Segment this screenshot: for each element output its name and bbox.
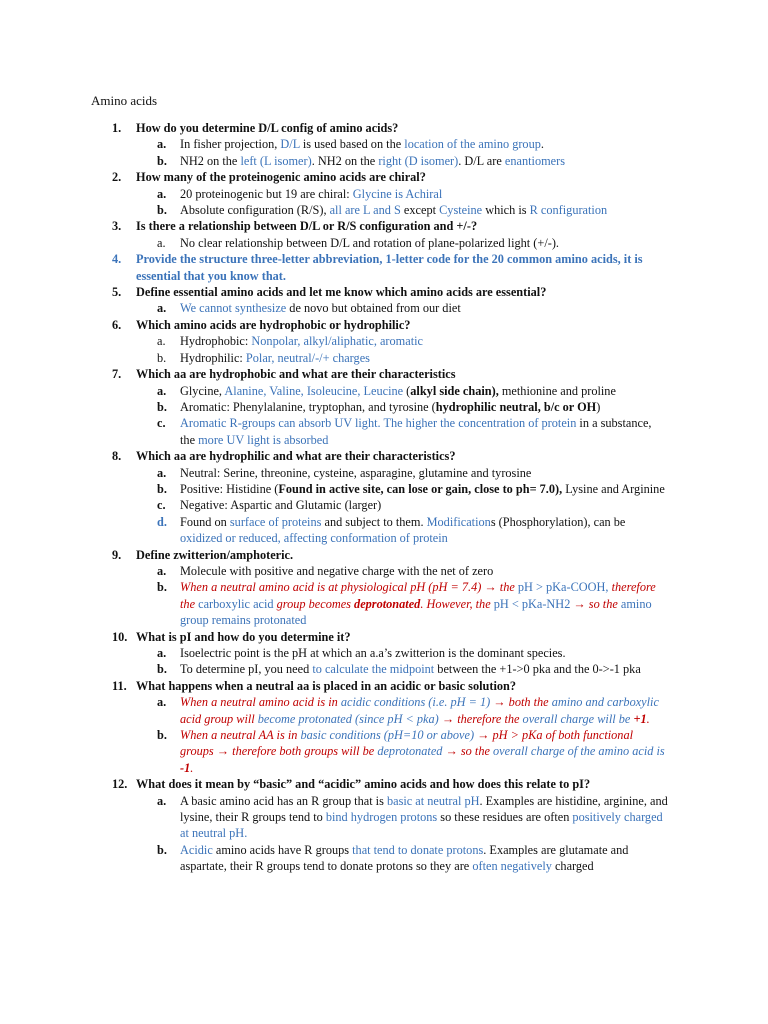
answer-6b: [0, 350, 768, 366]
question-number: 3.: [112, 219, 122, 234]
answer-text: Absolute configuration (R/S),: [180, 203, 330, 218]
answer-text: Found on: [180, 514, 230, 529]
answer-text: Aromatic: Phenylalanine, tryptophan, and tyrosine (: [180, 399, 436, 414]
highlight-text: that tend to donate protons: [352, 842, 484, 857]
answer-text: methionine and proline: [498, 383, 616, 398]
answer-text: . Examples are histidine, arginine, and lysine, their R groups tend to: [180, 793, 668, 825]
answer-text: ): [596, 399, 601, 414]
answer-1a: [0, 136, 768, 152]
answer-text: 20 proteinogenic but 19 are chiral:: [180, 186, 353, 201]
answer-text: Molecule with positive and negative charge with the net of zero: [180, 563, 494, 578]
highlight-text: enantiomers: [504, 153, 566, 168]
answer-text: To determine pI, you need: [180, 662, 313, 677]
answer-text: Neutral: Serine, threonine, cysteine, asparagine, glutamine and tyrosine: [180, 465, 532, 480]
question-number: 9.: [112, 547, 122, 562]
red-text: .: [646, 711, 650, 726]
answer-text: Hydrophobic:: [180, 334, 252, 349]
answer-text: (: [403, 383, 411, 398]
answer-12a: [0, 793, 768, 842]
highlight-text: pH < pKa-NH2: [493, 596, 571, 611]
answer-label: b.: [157, 153, 167, 168]
answer-label: b.: [157, 203, 167, 218]
answer-label: b.: [157, 842, 167, 857]
bold-text: Found in active site, can lose or gain, close to ph= 7.0),: [278, 481, 563, 496]
highlight-text: surface of proteins: [229, 514, 322, 529]
highlight-text: pH > pKa of both functional groups: [180, 728, 634, 759]
answer-label: a.: [157, 695, 167, 710]
question-text: Define essential amino acids and let me know which amino acids are essential?: [136, 285, 547, 300]
highlight-text: Cysteine: [439, 203, 483, 218]
highlight-text: amino group remains protonated: [180, 596, 652, 628]
question-number: 10.: [112, 629, 128, 644]
red-text: .: [190, 760, 194, 775]
highlight-text: oxidized or reduced, affecting conformation of protein: [180, 531, 448, 546]
answer-8d: [0, 514, 768, 547]
question-9: [0, 547, 768, 563]
answer-9b: [0, 579, 768, 628]
answer-3a: [0, 235, 768, 251]
answer-text: s (Phosphorylation), can be: [490, 514, 626, 529]
answer-11a: [0, 694, 768, 727]
question-11: [0, 678, 768, 694]
answer-text: . D/L are: [458, 153, 505, 168]
question-5: [0, 284, 768, 300]
answer-8c: [0, 497, 768, 513]
answer-label: a.: [157, 235, 166, 250]
answer-label: a.: [157, 793, 167, 808]
answer-text: except: [400, 203, 440, 218]
red-text: therefore the: [180, 580, 656, 611]
question-text: How many of the proteinogenic amino acids are chiral?: [136, 170, 426, 185]
answer-label: b.: [157, 399, 167, 414]
question-10: [0, 629, 768, 645]
bold-text: alkyl side chain),: [410, 383, 499, 398]
highlight-text: Alanine, Valine, Isoleucine, Leucine: [224, 383, 404, 398]
answer-label: b.: [157, 580, 167, 595]
red-text: When a neutral amino acid is at physiological pH (pH = 7.4) → the: [180, 580, 518, 595]
question-text: What is pI and how do you determine it?: [136, 629, 351, 644]
question-12: [0, 776, 768, 792]
highlight-text: Acidic: [180, 842, 213, 857]
answer-5a: [0, 300, 768, 316]
highlight-text: R configuration: [529, 203, 608, 218]
answer-6a: [0, 333, 768, 349]
red-text: → both the: [490, 695, 552, 710]
highlight-text: D/L: [280, 137, 300, 152]
answer-text: . NH2 on the: [311, 153, 379, 168]
question-1: [0, 120, 768, 136]
question-number: 12.: [112, 777, 128, 792]
answer-label: c.: [157, 416, 166, 431]
highlight-text: acidic conditions (i.e. pH = 1): [340, 695, 491, 710]
red-text: → so the: [570, 596, 621, 611]
answer-label: a.: [157, 383, 167, 398]
question-number: 2.: [112, 170, 122, 185]
page-title: Amino acids: [91, 93, 158, 108]
answer-label: b.: [157, 662, 167, 677]
red-text: → therefore both groups will be: [213, 744, 378, 759]
answer-label: a.: [157, 563, 167, 578]
answer-text: Lysine and Arginine: [562, 481, 665, 496]
red-text: group becomes: [273, 596, 355, 611]
answer-label: a.: [157, 301, 167, 316]
red-text: . However, the: [420, 596, 494, 611]
answer-text: amino acids have R groups: [212, 842, 353, 857]
answer-text: .: [540, 137, 544, 152]
answer-8b: [0, 481, 768, 497]
answer-7c: [0, 415, 768, 448]
question-number: 6.: [112, 317, 122, 332]
red-text: When a neutral AA is in: [180, 728, 301, 743]
red-text: →: [474, 728, 493, 743]
question-4: [0, 251, 768, 284]
highlight-text: basic at neutral pH: [386, 793, 480, 808]
answer-text: Negative: Aspartic and Glutamic (larger): [180, 498, 382, 513]
answer-text: charged: [551, 859, 594, 874]
answer-text: NH2 on the: [180, 153, 241, 168]
answer-label: a.: [157, 646, 167, 660]
question-text: What happens when a neutral aa is placed in an acidic or basic solution?: [136, 678, 517, 693]
question-number: 7.: [112, 367, 122, 382]
question-number: 8.: [112, 449, 122, 464]
answer-label: c.: [157, 498, 166, 513]
question-number: 4.: [112, 252, 122, 267]
question-text: Which aa are hydrophobic and what are their characteristics: [136, 367, 456, 382]
answer-2a: [0, 186, 768, 202]
highlight-text: Nonpolar, alkyl/aliphatic, aromatic: [251, 334, 423, 349]
answer-text: A basic amino acid has an R group that is: [180, 793, 387, 808]
highlight-text: overall charge will be: [522, 711, 634, 726]
answer-label: a.: [157, 334, 166, 349]
answer-7a: [0, 383, 768, 399]
answer-11b: [0, 727, 768, 776]
answer-text: . Examples are glutamate and aspartate, their R groups tend to donate protons so they are: [180, 842, 629, 874]
question-number: 5.: [112, 285, 122, 300]
question-list: [0, 120, 768, 875]
answer-text: de novo but obtained from our diet: [286, 301, 461, 316]
answer-text: is used based on the: [299, 137, 405, 152]
highlight-text: amino and carboxylic: [551, 695, 659, 710]
answer-7b: [0, 399, 768, 415]
question-number: 11.: [112, 678, 127, 693]
answer-text: in a substance, the: [180, 416, 652, 447]
answer-text: Hydrophilic:: [180, 350, 246, 365]
question-text: Define zwitterion/amphoteric.: [136, 547, 294, 562]
answer-10b: [0, 661, 768, 677]
answer-text: which is: [482, 203, 530, 218]
highlight-text: positively charged at neutral pH.: [180, 810, 663, 841]
answer-text: In fisher projection,: [180, 137, 281, 152]
highlight-text: Aromatic R-groups can absorb UV light. The higher the concentration of protein: [180, 416, 577, 431]
question-text: What does it mean by “basic” and “acidic” amino acids and how does this relate to pI?: [136, 777, 591, 792]
question-number: 1.: [112, 121, 122, 135]
question-text: Which amino acids are hydrophobic or hydrophilic?: [136, 317, 411, 332]
red-text: acid group will: [180, 711, 258, 726]
highlight-text: bind hydrogen protons: [325, 810, 438, 825]
answer-text: between the +1->0 pka and the 0->-1 pka: [434, 662, 641, 677]
answer-10a: [0, 645, 768, 661]
highlight-text: carboxylic acid: [198, 596, 274, 611]
red-text: → therefore the: [438, 711, 523, 726]
answer-2b: [0, 202, 768, 218]
bold-text: hydrophilic neutral, b/c or OH: [435, 399, 597, 414]
highlight-text: Glycine is Achiral: [352, 186, 443, 201]
highlight-text: all are L and S: [329, 203, 401, 218]
highlight-text: location of the amino group: [404, 137, 541, 152]
answer-text: so these residues are often: [437, 810, 573, 825]
question-text: Is there a relationship between D/L or R/S configuration and +/-?: [136, 219, 478, 234]
answer-1b: [0, 153, 768, 169]
highlight-text: Modification: [426, 514, 491, 529]
highlight-text: become protonated (since pH < pka): [257, 711, 439, 726]
highlight-text: deprotonated: [377, 744, 443, 759]
red-bold-text: +1: [633, 711, 647, 726]
answer-text: Isoelectric point is the pH at which an a.a’s zwitterion is the dominant species.: [180, 646, 566, 660]
highlight-text: basic conditions (pH=10 or above): [300, 728, 475, 743]
red-text: → so the: [442, 744, 494, 759]
question-text: Which aa are hydrophilic and what are their characteristics?: [136, 449, 456, 464]
highlight-text: right (D isomer): [378, 153, 459, 168]
question-text: Provide the structure three-letter abbreviation, 1-letter code for the 20 common amino acids, it is essential that you know that.: [136, 252, 643, 283]
red-bold-text: deprotonated: [354, 596, 421, 611]
red-bold-text: -1: [180, 760, 191, 775]
highlight-text: overall charge of the amino acid is: [493, 744, 665, 759]
highlight-text: pH > pKa-COOH,: [517, 580, 609, 595]
question-7: [0, 366, 768, 382]
answer-text: and subject to them.: [321, 514, 427, 529]
answer-label: b.: [157, 481, 167, 496]
answer-text: Glycine,: [180, 383, 225, 398]
highlight-text: left (L isomer): [240, 153, 312, 168]
question-6: [0, 317, 768, 333]
answer-9a: [0, 563, 768, 579]
answer-label: a.: [157, 137, 167, 152]
highlight-text: to calculate the midpoint: [312, 662, 435, 677]
question-text: How do you determine D/L config of amino acids?: [136, 121, 399, 135]
answer-12b: [0, 842, 768, 875]
highlight-text: more UV light is absorbed: [198, 432, 329, 447]
highlight-text: We cannot synthesize: [180, 301, 287, 316]
question-2: [0, 169, 768, 185]
answer-text: Positive: Histidine (: [180, 481, 279, 496]
highlight-text: Polar, neutral/-/+ charges: [245, 350, 370, 365]
highlight-text: often negatively: [472, 859, 552, 874]
answer-label: b.: [157, 728, 167, 743]
answer-label: a.: [157, 465, 167, 480]
question-3: [0, 218, 768, 234]
answer-label: b.: [157, 350, 167, 365]
answer-label: d.: [157, 514, 167, 529]
answer-8a: [0, 465, 768, 481]
question-8: [0, 448, 768, 464]
answer-text: No clear relationship between D/L and rotation of plane-polarized light (+/-).: [180, 235, 560, 250]
answer-label: a.: [157, 186, 167, 201]
red-text: When a neutral amino acid is in: [180, 695, 341, 710]
